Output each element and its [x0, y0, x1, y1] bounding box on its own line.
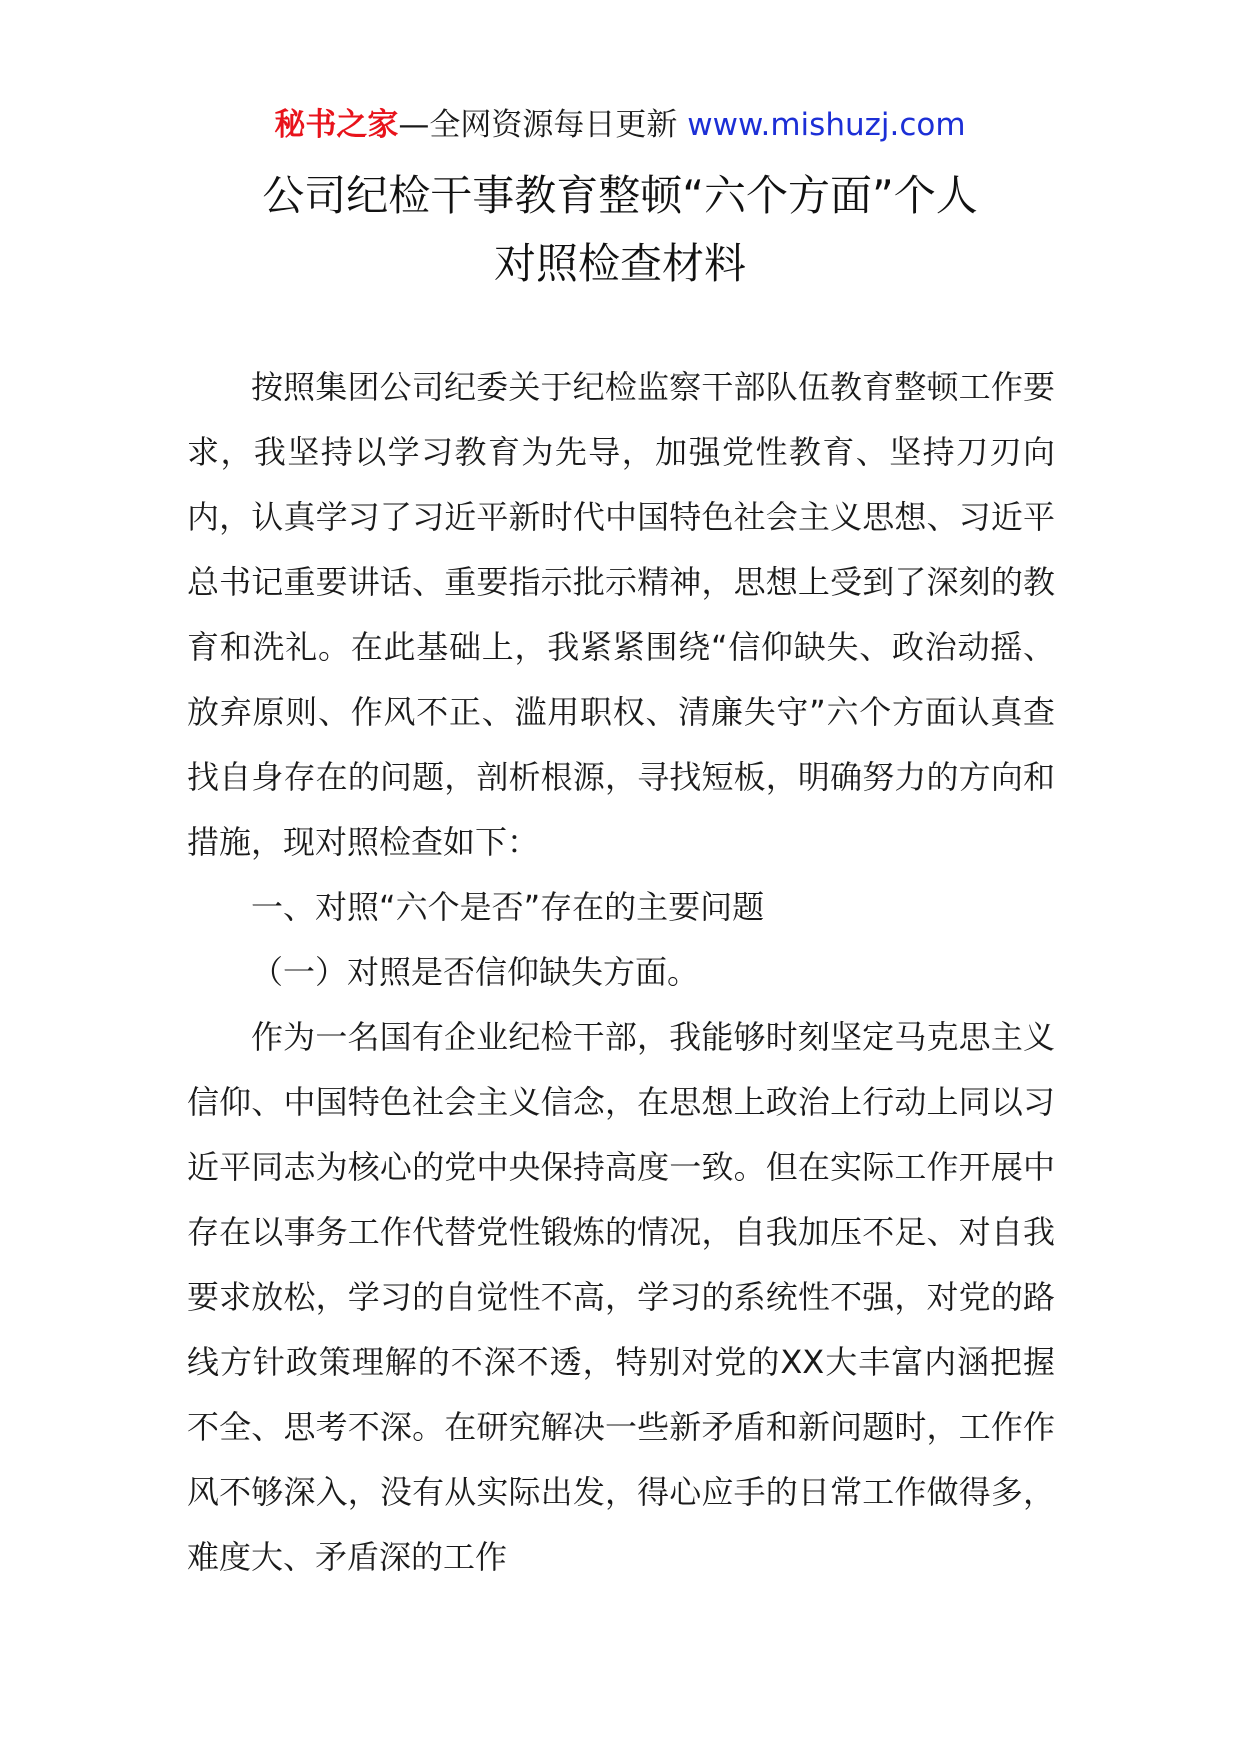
header-tagline: —全网资源每日更新 [398, 107, 688, 143]
site-header [0, 103, 1240, 147]
site-url-link[interactable]: www.mishuzj.com [687, 107, 966, 143]
subsection-paragraph: 作为一名国有企业纪检干部，我能够时刻坚定马克思主义信仰、中国特色社会主义信念，在思想上政治上行动上同以习近平同志为核心的党中央保持高度一致。但在实际工作开展中存在以事务工作代替党性锻炼的情况，自我加压不足、对自我要求放松，学习的自觉性不高，学习的系统性不强，对党的路线方针政策理解的不深不透，特别对党的XX大丰富内涵把握不全、思考不深。在研究解决一些新矛盾和新问题时，工作作风不够深入，没有从实际出发，得心应手的日常工作做得多，难度大、矛盾深的工作 [187, 1018, 1055, 1576]
brand-name: 秘书之家 [274, 107, 399, 143]
section-heading: 一、对照“六个是否”存在的主要问题 [251, 888, 765, 926]
title-line-1: 公司纪检干事教育整顿“六个方面”个人 [262, 171, 978, 220]
intro-paragraph: 按照集团公司纪委关于纪检监察干部队伍教育整顿工作要求，我坚持以学习教育为先导，加强党性教育、坚持刀刃向内，认真学习了习近平新时代中国特色社会主义思想、习近平总书记重要讲话、重要指示批示精神，思想上受到了深刻的教育和洗礼。在此基础上，我紧紧围绕“信仰缺失、政治动摇、放弃原则、作风不正、滥用职权、清廉失守”六个方面认真查找自身存在的问题，剖析根源，寻找短板，明确努力的方向和措施，现对照检查如下： [187, 368, 1055, 861]
title-line-2: 对照检查材料 [493, 239, 746, 288]
document-body [187, 355, 1055, 1590]
subsection-heading: （一）对照是否信仰缺失方面。 [251, 953, 700, 991]
document-title [150, 162, 1090, 298]
